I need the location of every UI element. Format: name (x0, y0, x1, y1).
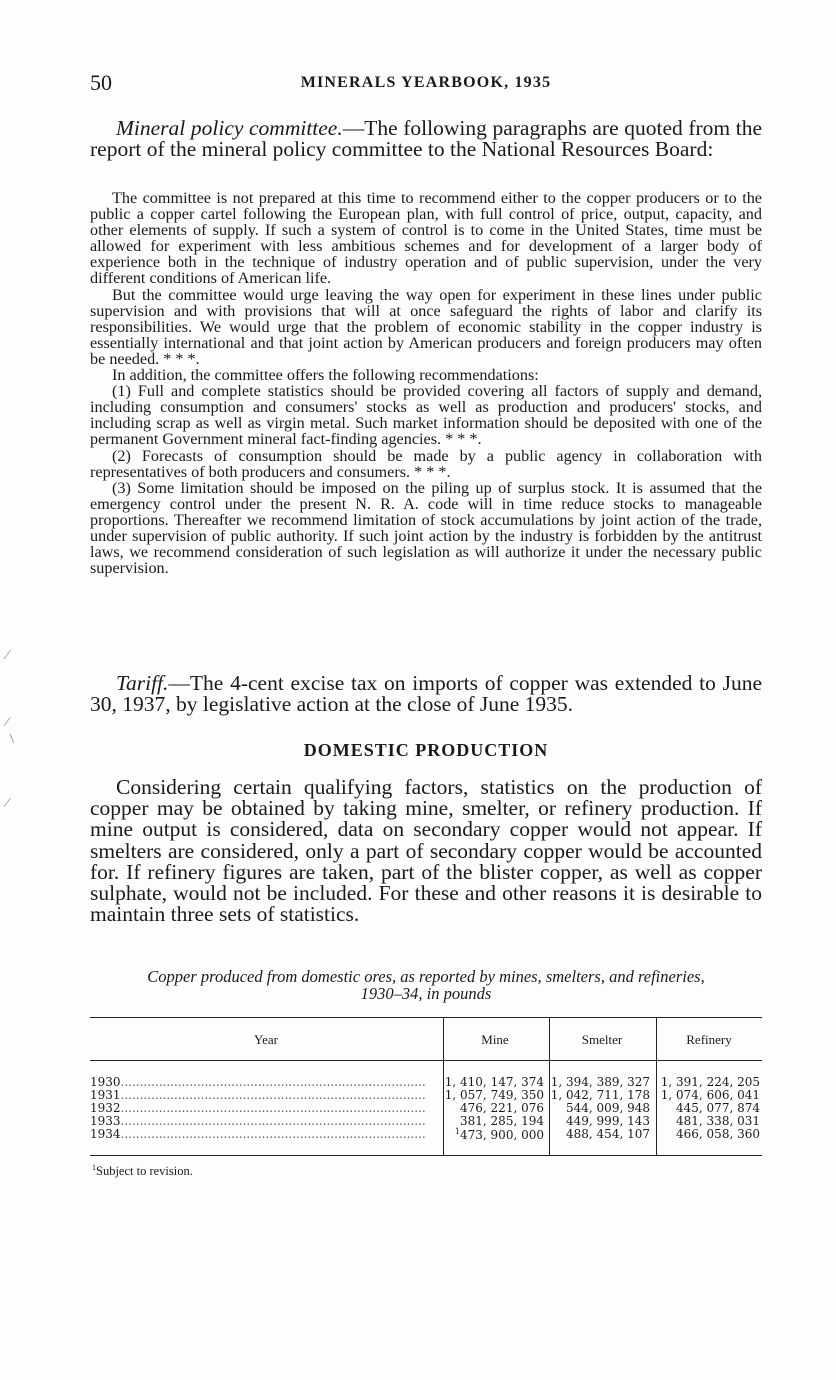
table-row (90, 1075, 762, 1088)
tariff-lead: Tariff. (116, 671, 169, 695)
margin-mark: ⁄ (6, 715, 9, 730)
column-divider (656, 1018, 657, 1060)
page-number: 50 (90, 70, 112, 95)
column-header-mine: Mine (481, 1032, 509, 1047)
domestic-production-paragraph: Considering certain qualifying factors, statistics on the production of copper may be obtained by taking mine, smelter, or refinery production. If mine output is considered, data on secondary copper would not appear. If smelters are considered, only a part of secondary copper would be accounted for. If refinery figures are taken, part of the blister copper, as well as copper sulphate, would not be included. For these and other reasons it is desirable to maintain three sets of statistics. (90, 775, 762, 927)
margin-mark: ⁄ (6, 796, 9, 811)
table-header (90, 1018, 762, 1061)
table-row (90, 1114, 762, 1127)
row-mine: 1, 057, 749, 350 (444, 1088, 544, 1102)
quote-paragraph: But the committee would urge leaving the way open for experiment in these lines under public supervision and with provisions that will at once safeguard the rights of labor and clarify its responsibilities. We would urge that the problem of economic stability in the copper industry is essentially international and that joint action by American producers and foreign producers may often be needed. * * *. (90, 285, 762, 368)
row-refinery: 445, 077, 874 (676, 1101, 760, 1115)
row-mine: 476, 221, 076 (460, 1101, 544, 1115)
committee-quote (90, 190, 762, 576)
column-header-year: Year (254, 1032, 278, 1047)
row-year: 1931................................................................................ (90, 1088, 426, 1102)
table-row (90, 1101, 762, 1114)
tariff-paragraph (90, 673, 762, 715)
table-body (90, 1061, 762, 1155)
row-year: 1932................................................................................ (90, 1101, 426, 1115)
footnote-text: Subject to revision. (96, 1164, 193, 1179)
footnote-marker: 1 (92, 1163, 96, 1172)
page-header (90, 70, 762, 100)
quote-paragraph: (1) Full and complete statistics should be provided covering all factors of supply and demand, including consumption and consumers' stocks as well as production and producers' stocks, and including scrap as well as virgin metal. Such market information should be deposited with one of the permanent Government mineral fact-finding agencies. * * *. (90, 382, 762, 449)
row-smelter: 544, 009, 948 (566, 1101, 650, 1115)
margin-mark: \ (10, 732, 14, 747)
row-smelter: 1, 042, 711, 178 (550, 1088, 650, 1102)
row-mine: 381, 285, 194 (460, 1114, 544, 1128)
policy-paragraph (90, 118, 762, 160)
footnote-marker: 1 (454, 1127, 461, 1136)
table-row (90, 1088, 762, 1101)
column-divider (443, 1018, 444, 1060)
row-year: 1930................................................................................ (90, 1075, 426, 1089)
row-year: 1933................................................................................ (90, 1114, 426, 1128)
running-title: MINERALS YEARBOOK, 1935 (300, 74, 552, 91)
row-mine: 1, 410, 147, 374 (444, 1075, 544, 1089)
quote-paragraph: (3) Some limitation should be imposed on the piling up of surplus stock. It is assumed that the emergency control under the present N. R. A. code will in time reduce stocks to manageable proportions. Thereafter we recommend limitation of stock accumulations by joint action of the trade, under supervision of public authority. If such joint action by the industry is forbidden by the antitrust laws, we recommend consideration of such legislation as will authorize it under the necessary public supervision. (90, 478, 762, 578)
tariff-text: —The 4-cent excise tax on imports of copper was extended to June 30, 1937, by legislative action at the close of June 1935. (90, 671, 762, 716)
row-refinery: 1, 391, 224, 205 (660, 1075, 760, 1089)
row-refinery: 481, 338, 031 (676, 1114, 760, 1128)
copper-production-table (90, 1017, 762, 1156)
table-row (90, 1127, 762, 1140)
row-refinery: 1, 074, 606, 041 (660, 1088, 760, 1102)
policy-text: —The following paragraphs are quoted from the report of the mineral policy committee to the National Resources Board: (90, 116, 762, 161)
table-footnote (92, 1163, 193, 1179)
column-divider (549, 1018, 550, 1060)
column-header-refinery: Refinery (686, 1032, 732, 1047)
row-refinery: 466, 058, 360 (676, 1127, 760, 1141)
table-caption-line: Copper produced from domestic ores, as reported by mines, smelters, and refineries, (147, 967, 705, 986)
policy-lead: Mineral policy committee. (116, 116, 343, 140)
quote-paragraph: (2) Forecasts of consumption should be made by a public agency in collaboration with representatives of both producers and consumers. * * *. (90, 446, 762, 481)
section-heading: DOMESTIC PRODUCTION (303, 740, 549, 760)
table-bottom-rule (90, 1155, 762, 1156)
column-header-smelter: Smelter (581, 1032, 623, 1047)
row-smelter: 1, 394, 389, 327 (550, 1075, 650, 1089)
row-smelter: 488, 454, 107 (566, 1127, 650, 1141)
table-caption (90, 968, 762, 1002)
margin-mark: ⁄ (6, 648, 9, 663)
quote-paragraph: In addition, the committee offers the following recommendations: (112, 366, 539, 385)
row-year: 1934................................................................................ (90, 1127, 426, 1141)
row-mine: $^1$473, 900, 000 (454, 1127, 544, 1142)
quote-paragraph: The committee is not prepared at this time to recommend either to the copper producers or to the public a copper cartel following the European plan, with full control of price, output, capacity, and other elements of supply. If such a system of control is to come in the United States, time must be allowed for experiment with less ambitious schemes and for development of a larger body of experience both in the technique of industry operation and of public supervision, under the very different conditions of American life. (90, 189, 762, 288)
row-smelter: 449, 999, 143 (566, 1114, 650, 1128)
table-caption-line: 1930–34, in pounds (360, 984, 492, 1003)
